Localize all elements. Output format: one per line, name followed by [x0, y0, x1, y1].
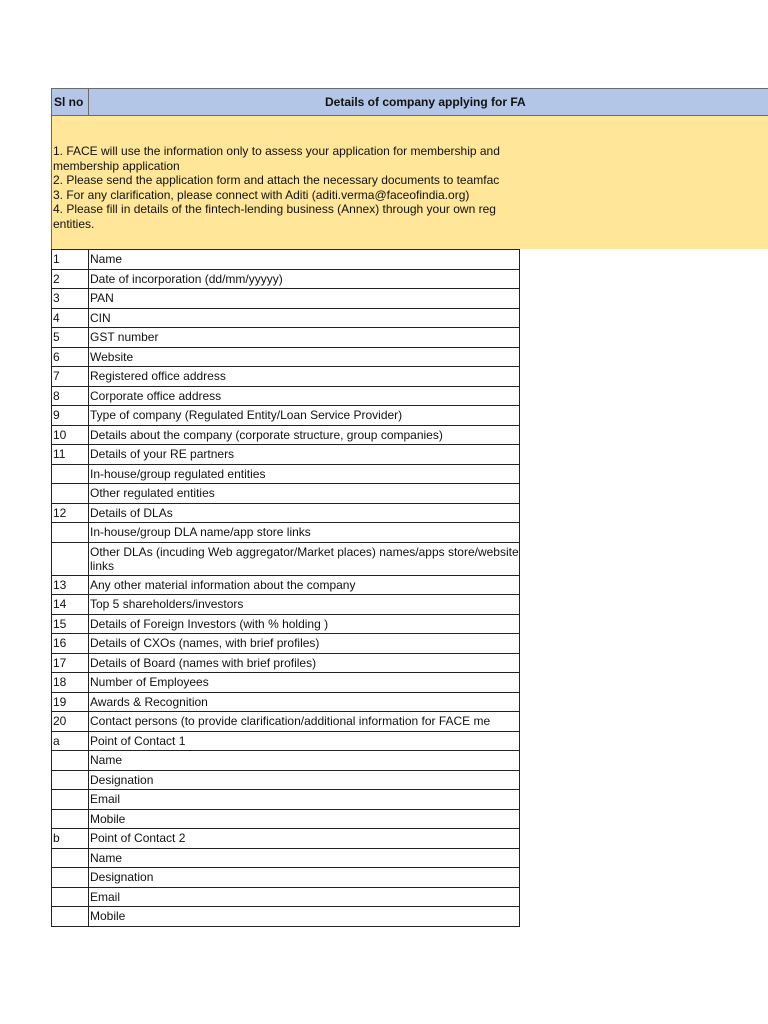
table-row[interactable] — [52, 484, 520, 504]
form-table — [51, 249, 520, 927]
table-row[interactable] — [52, 289, 520, 309]
row-number: 3 — [52, 289, 89, 308]
table-row[interactable] — [52, 693, 520, 713]
row-label: In-house/group DLA name/app store links — [89, 523, 520, 542]
row-label: Email — [89, 888, 520, 907]
row-number: 4 — [52, 309, 89, 328]
row-label: Name — [89, 849, 520, 868]
table-row[interactable] — [52, 751, 520, 771]
row-number: 11 — [52, 445, 89, 464]
table-row[interactable] — [52, 445, 520, 465]
note-line: 3. For any clarification, please connect with Aditi (aditi.verma@faceofindia.org) — [53, 187, 470, 202]
table-row[interactable] — [52, 810, 520, 830]
table-row[interactable] — [52, 732, 520, 752]
row-number: 10 — [52, 426, 89, 445]
table-row[interactable] — [52, 309, 520, 329]
row-label: Details of Foreign Investors (with % holding ) — [89, 615, 520, 634]
row-number — [52, 790, 89, 809]
table-row[interactable] — [52, 426, 520, 446]
row-number: 7 — [52, 367, 89, 386]
note-line: 2. Please send the application form and attach the necessary documents to teamfac — [53, 173, 500, 187]
row-number: 12 — [52, 504, 89, 523]
row-label: Mobile — [89, 810, 520, 829]
row-label: Mobile — [89, 907, 520, 926]
table-row[interactable] — [52, 328, 520, 348]
table-row[interactable] — [52, 523, 520, 543]
row-number — [52, 465, 89, 484]
table-row[interactable] — [52, 888, 520, 908]
table-row[interactable] — [52, 712, 520, 732]
table-row[interactable] — [52, 543, 520, 576]
row-label: Other DLAs (incuding Web aggregator/Market places) names/apps store/website links — [90, 544, 519, 573]
row-number: 19 — [52, 693, 89, 712]
note-line: 1. FACE will use the information only to assess your application for membership and — [53, 144, 500, 158]
row-label: Contact persons (to provide clarification/additional information for FACE me — [89, 712, 520, 731]
row-label: Other regulated entities — [89, 484, 520, 503]
row-number: 17 — [52, 654, 89, 673]
header-row — [51, 88, 768, 116]
row-label: Point of Contact 2 — [89, 829, 520, 848]
table-row[interactable] — [52, 249, 520, 270]
row-number — [52, 907, 89, 926]
note-line: membership application — [53, 158, 180, 173]
row-label: Designation — [89, 868, 520, 887]
row-label: Email — [89, 790, 520, 809]
header-sl-no[interactable]: Sl no — [51, 89, 89, 115]
table-row[interactable] — [52, 673, 520, 693]
row-number: 6 — [52, 348, 89, 367]
row-label: Details of DLAs — [89, 504, 520, 523]
spreadsheet — [51, 88, 768, 927]
row-label: Registered office address — [89, 367, 520, 386]
row-label: Details of CXOs (names, with brief profiles) — [89, 634, 520, 653]
row-label: Name — [89, 751, 520, 770]
row-number — [52, 888, 89, 907]
row-label: Point of Contact 1 — [89, 732, 520, 751]
table-row[interactable] — [52, 576, 520, 596]
row-number: 8 — [52, 387, 89, 406]
row-label: Corporate office address — [89, 387, 520, 406]
row-number: b — [52, 829, 89, 848]
row-label: Top 5 shareholders/investors — [89, 595, 520, 614]
table-row[interactable] — [52, 615, 520, 635]
row-label: Details of your RE partners — [89, 445, 520, 464]
row-label: Date of incorporation (dd/mm/yyyyy) — [89, 270, 520, 289]
row-label: In-house/group regulated entities — [89, 465, 520, 484]
row-number: 9 — [52, 406, 89, 425]
table-row[interactable] — [52, 270, 520, 290]
row-number: 16 — [52, 634, 89, 653]
table-row[interactable] — [52, 790, 520, 810]
table-row[interactable] — [52, 504, 520, 524]
row-number — [52, 868, 89, 887]
row-number: a — [52, 732, 89, 751]
table-row[interactable] — [52, 907, 520, 927]
table-row[interactable] — [52, 387, 520, 407]
note-line: 4. Please fill in details of the fintech-lending business (Annex) through your own reg — [53, 202, 496, 216]
row-number: 2 — [52, 270, 89, 289]
row-number — [52, 523, 89, 542]
row-label: Designation — [89, 771, 520, 790]
row-label: Number of Employees — [89, 673, 520, 692]
table-row[interactable] — [52, 849, 520, 869]
row-label: GST number — [89, 328, 520, 347]
row-label: Awards & Recognition — [89, 693, 520, 712]
table-row[interactable] — [52, 465, 520, 485]
row-label: CIN — [89, 309, 520, 328]
row-label: Details of Board (names with brief profiles) — [89, 654, 520, 673]
row-label: Type of company (Regulated Entity/Loan Service Provider) — [89, 406, 520, 425]
table-row[interactable] — [52, 367, 520, 387]
row-number — [52, 543, 89, 575]
row-number: 20 — [52, 712, 89, 731]
row-number: 5 — [52, 328, 89, 347]
row-number — [52, 771, 89, 790]
row-label: PAN — [89, 289, 520, 308]
row-number: 13 — [52, 576, 89, 595]
table-row[interactable] — [52, 634, 520, 654]
table-row[interactable] — [52, 829, 520, 849]
table-row[interactable] — [52, 771, 520, 791]
table-row[interactable] — [52, 406, 520, 426]
row-number: 15 — [52, 615, 89, 634]
note-line: entities. — [53, 216, 95, 231]
table-row[interactable] — [52, 654, 520, 674]
row-label: Website — [89, 348, 520, 367]
row-number: 18 — [52, 673, 89, 692]
row-number — [52, 751, 89, 770]
table-row[interactable] — [52, 595, 520, 615]
row-label: Any other material information about the company — [89, 576, 520, 595]
row-label: Name — [89, 250, 520, 269]
row-number: 14 — [52, 595, 89, 614]
row-number — [52, 810, 89, 829]
row-label: Details about the company (corporate structure, group companies) — [89, 426, 520, 445]
row-number — [52, 484, 89, 503]
table-row[interactable] — [52, 348, 520, 368]
row-number: 1 — [52, 250, 89, 269]
row-number — [52, 849, 89, 868]
table-row[interactable] — [52, 868, 520, 888]
instructions-cell[interactable] — [51, 116, 768, 249]
header-title[interactable]: Details of company applying for FA — [325, 95, 526, 109]
